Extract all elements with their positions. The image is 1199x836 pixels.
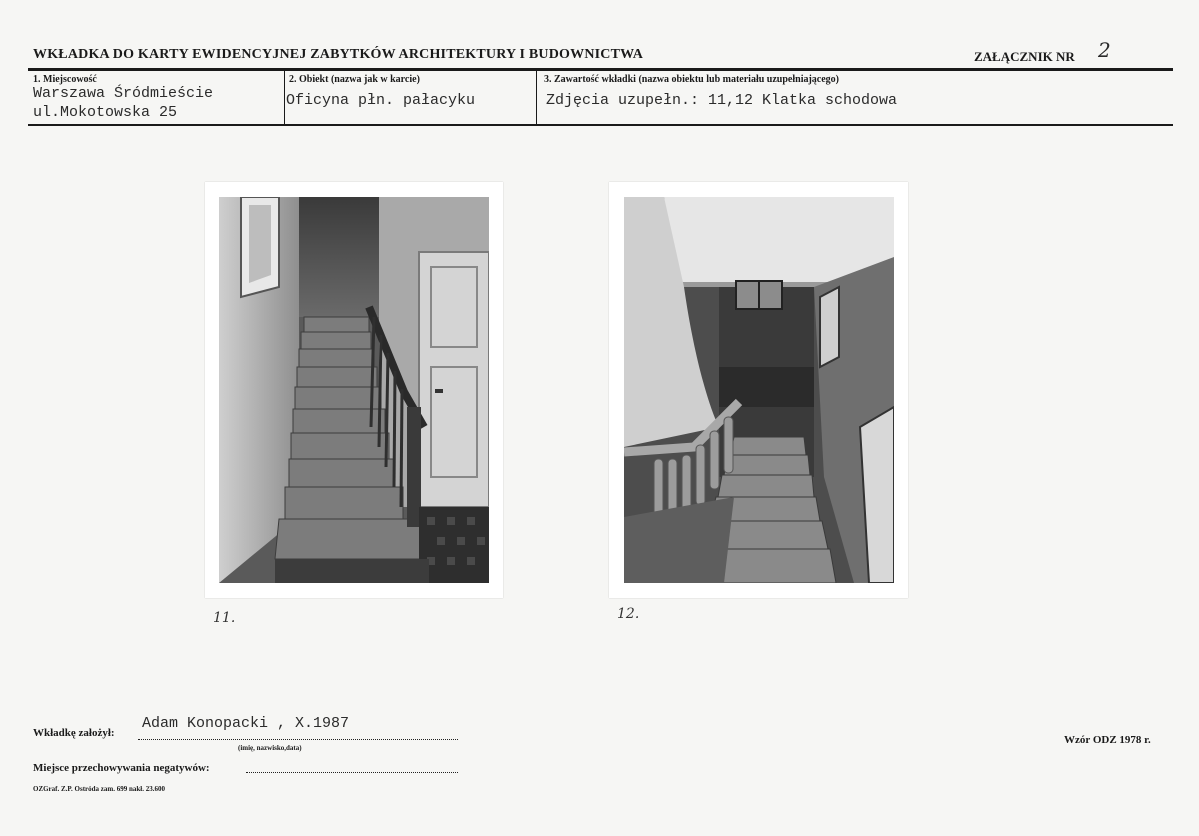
- column-divider: [536, 71, 537, 124]
- field-contents-value: Zdjęcia uzupełn.: 11,12 Klatka schodowa: [546, 92, 898, 109]
- print-info: OZGraf. Z.P. Ostróda zam. 699 nakł. 23.600: [33, 785, 165, 793]
- field-location-value-line1: Warszawa Śródmieście: [33, 85, 214, 102]
- field-location-label: 1. Miejscowość: [33, 74, 97, 85]
- field-object-value: Oficyna płn. pałacyku: [286, 92, 476, 109]
- header-rule-top: [28, 68, 1173, 71]
- staircase-photo-image: [624, 197, 894, 583]
- field-location-value-line2: ul.Mokotowska 25: [33, 104, 178, 121]
- field-object-label: 2. Obiekt (nazwa jak w karcie): [289, 74, 420, 85]
- photo-caption-11: 11.: [213, 610, 236, 626]
- author-hint: (imię, nazwisko,data): [238, 744, 302, 752]
- photo-staircase-12: [624, 197, 894, 583]
- author-value: Adam Konopacki , X.1987: [142, 715, 350, 732]
- author-dotted-line: [138, 739, 458, 740]
- field-contents-label: 3. Zawartość wkładki (nazwa obiektu lub materiału uzupełniającego): [544, 74, 840, 85]
- photo-caption-12: 12.: [617, 606, 640, 622]
- annex-number: 2: [1098, 38, 1111, 62]
- negatives-dotted-line: [246, 772, 458, 773]
- author-label: Wkładkę założył:: [33, 727, 115, 739]
- document-title: WKŁADKA DO KARTY EWIDENCYJNEJ ZABYTKÓW ARCHITEKTURY I BUDOWNICTWA: [33, 47, 644, 62]
- negatives-storage-label: Miejsce przechowywania negatywów:: [33, 762, 210, 774]
- photo-staircase-11: [219, 197, 489, 583]
- annex-label: ZAŁĄCZNIK NR: [974, 49, 1075, 64]
- column-divider: [284, 71, 285, 124]
- staircase-photo-image: [219, 197, 489, 583]
- header-rule-bottom: [28, 124, 1173, 126]
- form-template-code: Wzór ODZ 1978 r.: [1064, 734, 1151, 746]
